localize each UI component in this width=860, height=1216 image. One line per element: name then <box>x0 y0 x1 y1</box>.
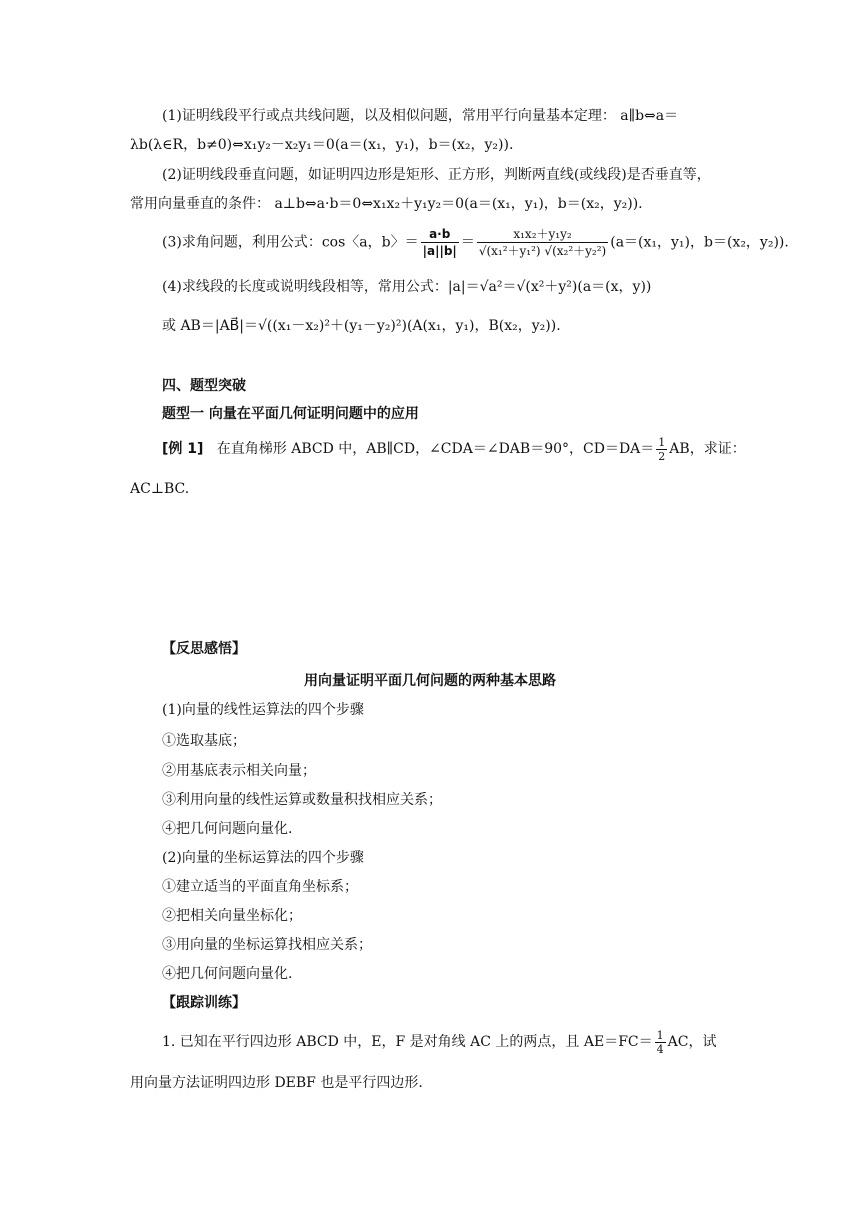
reflection-line-9: ③用向量的坐标运算找相应关系； <box>162 937 372 953</box>
item2-line2: 常用向量垂直的条件： a⊥b⇔a·b＝0⇔x₁x₂＋y₁y₂＝0(a＝(x₁，y₁)，b＝(x₂，y₂)). <box>130 196 643 212</box>
q1-fraction <box>655 1029 666 1056</box>
item4-line2: 或 AB＝|AB⃗|＝√((x₁－x₂)²＋(y₁－y₂)²)(A(x₁，y₁)，B(x₂，y₂)). <box>162 318 561 334</box>
q1-fraction-denominator: 4 <box>656 1042 664 1056</box>
example1 <box>162 432 746 466</box>
reflection-heading: 【反思感悟】 <box>162 641 246 657</box>
coordinate-fraction <box>477 226 608 259</box>
reflection-line-10: ④把几何问题向量化. <box>162 966 293 982</box>
item3-equals: ＝ <box>460 234 475 251</box>
coordinate-fraction-numerator: x₁x₂＋y₁y₂ <box>477 226 608 243</box>
coordinate-fraction-denominator: √(x₁²＋y₁²) √(x₂²＋y₂²) <box>478 244 607 258</box>
example-fraction-numerator: 1 <box>658 435 666 449</box>
item1-line2: λb(λ∈R，b≠0)⇔x₁y₂－x₂y₁＝0(a＝(x₁，y₁)，b＝(x₂，y₂)). <box>130 137 514 153</box>
training-heading: 【跟踪训练】 <box>162 995 246 1011</box>
q1-text-post: AC，试 <box>667 1034 717 1050</box>
item1-line1: (1)证明线段平行或点共线问题，以及相似问题，常用平行向量基本定理： a∥b⇔a＝ <box>162 108 679 124</box>
item2-line1: (2)证明线段垂直问题，如证明四边形是矩形、正方形，判断两直线(或线段)是否垂直等， <box>162 167 711 183</box>
q1-fraction-numerator: 1 <box>656 1028 664 1042</box>
item3-suffix: (a＝(x₁，y₁)，b＝(x₂，y₂)). <box>610 234 789 251</box>
example-fraction <box>656 436 667 463</box>
example-fraction-denominator: 2 <box>658 449 666 463</box>
reflection-line-1: (1)向量的线性运算法的四个步骤 <box>162 702 364 718</box>
example-line2: AC⊥BC. <box>130 481 190 497</box>
reflection-line-4: ③利用向量的线性运算或数量积找相应关系； <box>162 792 442 808</box>
section-heading: 四、题型突破 <box>162 378 246 394</box>
cos-fraction-numerator: a·b <box>421 226 459 243</box>
reflection-line-3: ②用基底表示相关向量； <box>162 763 316 779</box>
cos-fraction-denominator: |a||b| <box>422 244 457 258</box>
example-text-pre: 在直角梯形 ABCD 中，AB∥CD，∠CDA＝∠DAB＝90°，CD＝DA＝ <box>216 441 655 457</box>
cos-fraction <box>421 226 459 259</box>
item3-formula <box>162 226 789 259</box>
reflection-line-6: (2)向量的坐标运算法的四个步骤 <box>162 850 364 866</box>
training-q1-line2: 用向量方法证明四边形 DEBF 也是平行四边形. <box>130 1075 423 1091</box>
reflection-line-2: ①选取基底； <box>162 733 246 749</box>
reflection-line-5: ④把几何问题向量化. <box>162 821 293 837</box>
q1-text-pre: 1. 已知在平行四边形 ABCD 中，E，F 是对角线 AC 上的两点，且 AE＝FC＝ <box>162 1034 653 1050</box>
reflection-line-7: ①建立适当的平面直角坐标系； <box>162 879 358 895</box>
reflection-title: 用向量证明平面几何问题的两种基本思路 <box>304 673 556 689</box>
training-q1 <box>162 1025 716 1059</box>
example-text-post: AB，求证： <box>669 441 746 457</box>
item3-prefix: (3)求角问题，利用公式：cos〈a，b〉＝ <box>162 234 419 251</box>
reflection-line-8: ②把相关向量坐标化； <box>162 908 302 924</box>
example-label: [例 1] <box>162 441 204 457</box>
type1-heading: 题型一 向量在平面几何证明问题中的应用 <box>162 406 419 422</box>
item4-line1: (4)求线段的长度或说明线段相等，常用公式：|a|＝√a²＝√(x²＋y²)(a＝(x，y)) <box>162 279 652 295</box>
